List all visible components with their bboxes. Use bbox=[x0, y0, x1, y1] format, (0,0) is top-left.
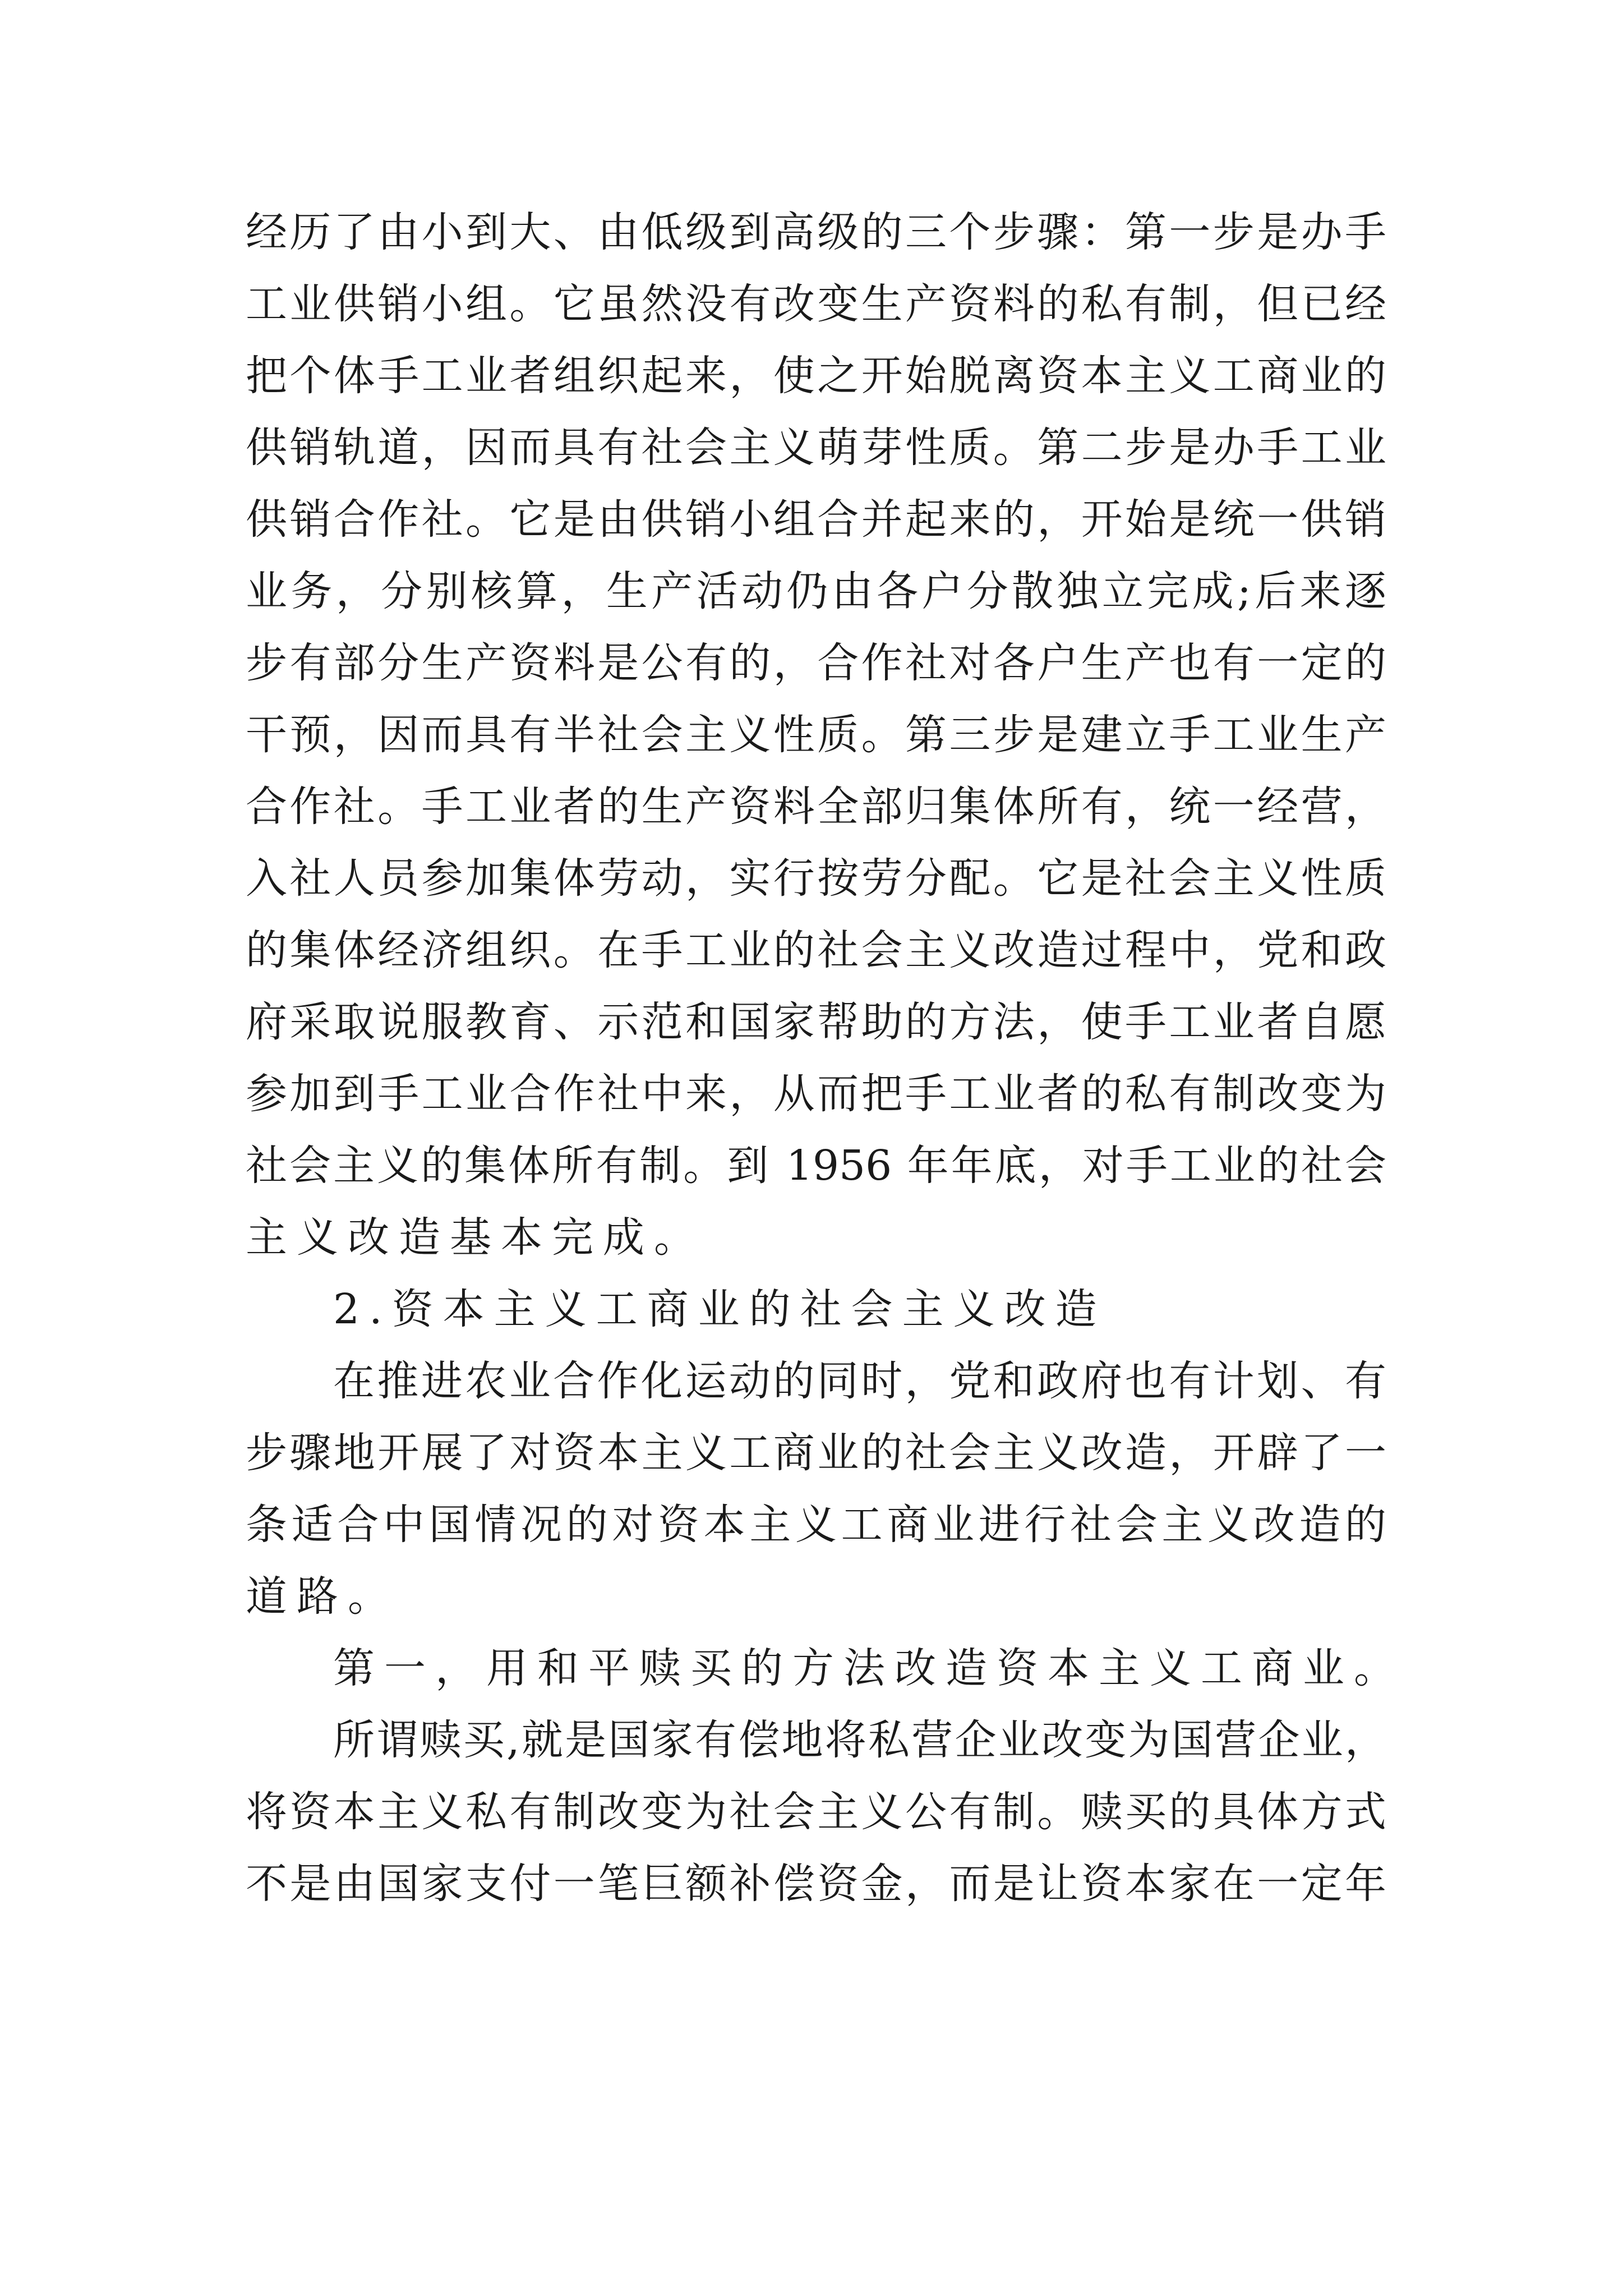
body-text-line: 供销合作社。它是由供销小组合并起来的，开始是统一供销 bbox=[246, 495, 1386, 544]
body-text-line: 把个体手工业者组织起来，使之开始脱离资本主义工商业的 bbox=[246, 352, 1386, 400]
body-text-line: 步骤地开展了对资本主义工商业的社会主义改造，开辟了一 bbox=[246, 1429, 1386, 1477]
body-text-line: 条适合中国情况的对资本主义工商业进行社会主义改造的 bbox=[246, 1501, 1386, 1549]
section-heading: 2.资本主义工商业的社会主义改造 bbox=[333, 1285, 1106, 1333]
body-text-line: 参加到手工业合作社中来，从而把手工业者的私有制改变为 bbox=[246, 1070, 1386, 1118]
body-text-line: 府采取说服教育、示范和国家帮助的方法，使手工业者自愿 bbox=[246, 998, 1386, 1046]
body-text-line: 供销轨道，因而具有社会主义萌芽性质。第二步是办手工业 bbox=[246, 424, 1386, 472]
body-text-line: 社会主义的集体所有制。到 1956 年年底，对手工业的社会 bbox=[246, 1142, 1386, 1190]
body-text-line: 工业供销小组。它虽然没有改变生产资料的私有制，但已经 bbox=[246, 280, 1386, 328]
body-text-line: 步有部分生产资料是公有的，合作社对各户生产也有一定的 bbox=[246, 639, 1386, 687]
body-text-line: 道路。 bbox=[246, 1572, 399, 1621]
body-text-line: 在推进农业合作化运动的同时，党和政府也有计划、有 bbox=[333, 1357, 1386, 1405]
body-text-line: 所谓赎买,就是国家有偿地将私营企业改变为国营企业， bbox=[333, 1716, 1386, 1764]
body-text-line: 的集体经济组织。在手工业的社会主义改造过程中，党和政 bbox=[246, 926, 1386, 974]
body-text-line: 业务，分别核算，生产活动仍由各户分散独立完成;后来逐 bbox=[246, 567, 1386, 615]
body-text-line: 干预，因而具有半社会主义性质。第三步是建立手工业生产 bbox=[246, 711, 1386, 759]
body-text-line: 第一，用和平赎买的方法改造资本主义工商业。 bbox=[333, 1644, 1405, 1692]
body-text-line: 将资本主义私有制改变为社会主义公有制。赎买的具体方式 bbox=[246, 1788, 1386, 1836]
body-text-line: 入社人员参加集体劳动，实行按劳分配。它是社会主义性质 bbox=[246, 854, 1386, 903]
body-text-line: 合作社。手工业者的生产资料全部归集体所有，统一经营， bbox=[246, 783, 1386, 831]
body-text-line: 不是由国家支付一笔巨额补偿资金，而是让资本家在一定年 bbox=[246, 1860, 1386, 1908]
body-text-line: 主义改造基本完成。 bbox=[246, 1213, 705, 1262]
body-text-line: 经历了由小到大、由低级到高级的三个步骤：第一步是办手 bbox=[246, 208, 1386, 256]
